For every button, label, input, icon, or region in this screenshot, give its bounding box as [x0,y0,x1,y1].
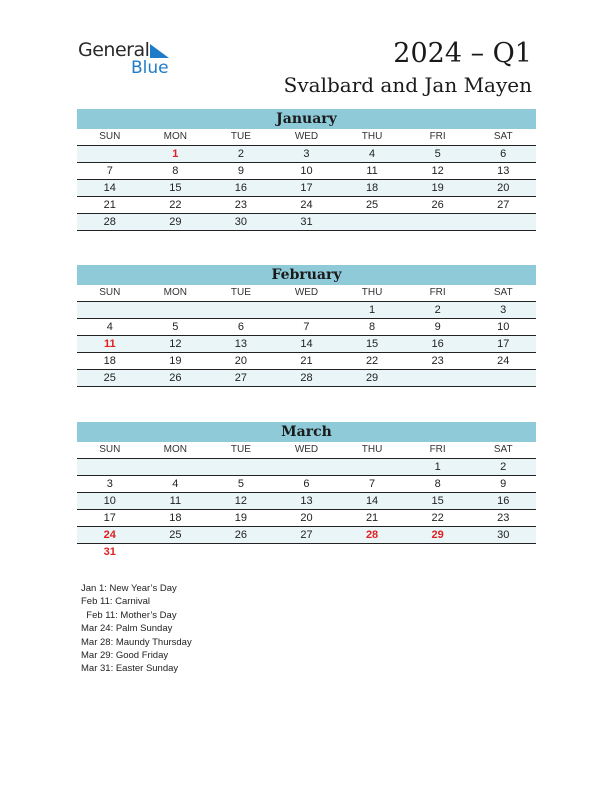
day-cell: 25 [339,197,405,214]
day-cell: 28 [339,527,405,544]
day-cell: 22 [143,197,209,214]
weekday-label: TUE [208,442,274,459]
empty-day-cell [77,459,143,476]
day-cell: 18 [77,353,143,370]
day-cell: 2 [470,459,536,476]
weekday-label: SAT [470,442,536,459]
day-cell: 24 [274,197,340,214]
day-cell: 22 [339,353,405,370]
page-title [284,38,532,98]
logo-text-blue: Blue [131,58,169,78]
day-cell: 1 [143,146,209,163]
month-header: January [77,109,536,129]
empty-day-cell [208,459,274,476]
day-cell: 4 [143,476,209,493]
day-cell: 17 [470,336,536,353]
day-cell: 6 [208,319,274,336]
day-cell: 31 [103,546,116,558]
holiday-item: Feb 11: Mother’s Day [81,609,177,621]
day-cell: 14 [274,336,340,353]
month-header: March [77,422,536,442]
day-cell: 24 [77,527,143,544]
day-cell: 28 [77,214,143,231]
day-cell: 20 [470,180,536,197]
day-cell: 5 [405,146,471,163]
holiday-list [81,582,192,676]
month-january [77,109,536,231]
empty-day-cell [208,544,274,560]
day-cell: 2 [405,302,471,319]
day-cell: 26 [405,197,471,214]
day-cell: 15 [405,493,471,510]
day-cell: 21 [77,197,143,214]
day-cell: 10 [274,163,340,180]
day-cell: 27 [208,370,274,387]
month-february [77,265,536,387]
weekday-label: TUE [208,285,274,302]
day-cell: 27 [274,527,340,544]
day-cell: 10 [77,493,143,510]
holiday-item: Jan 1: New Year’s Day [81,583,177,594]
day-cell: 22 [405,510,471,527]
weekday-label: THU [339,442,405,459]
day-cell: 2 [208,146,274,163]
day-cell: 23 [470,510,536,527]
day-cell: 25 [77,370,143,387]
holiday-item: Mar 31: Easter Sunday [81,663,179,675]
day-cell: 5 [143,319,209,336]
day-cell: 6 [274,476,340,493]
holiday-item: Mar 28: Maundy Thursday [81,636,192,648]
weekday-label: FRI [405,285,471,302]
day-cell: 24 [470,353,536,370]
day-cell: 18 [143,510,209,527]
day-cell: 11 [77,336,143,353]
day-cell: 16 [405,336,471,353]
day-cell: 14 [339,493,405,510]
weekday-label: SUN [77,442,143,459]
day-cell: 1 [405,459,471,476]
day-cell: 7 [339,476,405,493]
empty-day-cell [470,544,536,560]
day-cell: 13 [208,336,274,353]
weekday-label: SUN [77,129,143,146]
day-cell: 4 [339,146,405,163]
day-cell: 13 [470,163,536,180]
empty-day-cell [470,214,536,231]
day-cell: 15 [143,180,209,197]
day-cell: 8 [143,163,209,180]
empty-day-cell [77,302,143,319]
day-cell: 9 [208,163,274,180]
day-cell: 23 [405,353,471,370]
day-cell: 30 [470,527,536,544]
weekday-label: FRI [405,129,471,146]
day-cell: 21 [274,353,340,370]
day-cell: 5 [208,476,274,493]
day-cell: 16 [208,180,274,197]
day-cell: 8 [405,476,471,493]
day-cell: 9 [405,319,471,336]
month-march [77,422,536,560]
day-cell: 29 [339,370,405,387]
empty-day-cell [77,146,143,163]
day-cell: 29 [405,527,471,544]
day-cell: 14 [77,180,143,197]
day-cell: 1 [339,302,405,319]
day-cell: 16 [470,493,536,510]
day-cell: 21 [339,510,405,527]
day-cell: 29 [143,214,209,231]
day-cell: 7 [77,163,143,180]
empty-day-cell [339,459,405,476]
empty-day-cell [470,370,536,387]
day-cell: 10 [470,319,536,336]
day-cell: 12 [405,163,471,180]
day-cell: 8 [339,319,405,336]
weekday-label: TUE [208,129,274,146]
day-cell: 12 [208,493,274,510]
empty-day-cell [339,214,405,231]
weekday-label: FRI [405,442,471,459]
month-header: February [77,265,536,285]
day-cell: 25 [143,527,209,544]
day-cell: 3 [470,302,536,319]
weekday-label: THU [339,129,405,146]
day-cell: 30 [208,214,274,231]
empty-day-cell [339,544,405,560]
day-cell: 20 [274,510,340,527]
day-cell: 4 [77,319,143,336]
region-title: Svalbard and Jan Mayen [283,73,532,97]
empty-day-cell [274,302,340,319]
calendar-grid [77,129,536,231]
empty-day-cell [274,459,340,476]
empty-day-cell [405,544,471,560]
day-cell: 9 [470,476,536,493]
weekday-label: MON [143,129,209,146]
day-cell: 3 [274,146,340,163]
calendar-grid [77,442,536,560]
day-cell: 28 [274,370,340,387]
empty-day-cell [208,302,274,319]
holiday-item: Mar 29: Good Friday [81,650,169,662]
day-cell: 18 [339,180,405,197]
weekday-label: WED [274,285,340,302]
empty-day-cell [143,459,209,476]
day-cell: 23 [208,197,274,214]
day-cell: 6 [470,146,536,163]
day-cell: 11 [143,493,209,510]
day-cell: 19 [143,353,209,370]
day-cell: 13 [274,493,340,510]
holiday-item: Feb 11: Carnival [81,596,150,608]
empty-day-cell [143,544,209,560]
empty-day-cell [405,370,471,387]
weekday-label: SUN [77,285,143,302]
weekday-label: WED [274,442,340,459]
day-cell: 31 [274,214,340,231]
day-cell: 19 [208,510,274,527]
empty-day-cell [274,544,340,560]
day-cell: 26 [208,527,274,544]
day-cell: 26 [143,370,209,387]
day-cell: 17 [274,180,340,197]
logo-text-general: General [78,39,150,61]
weekday-label: SAT [470,285,536,302]
weekday-label: THU [339,285,405,302]
day-cell: 17 [77,510,143,527]
day-cell: 11 [339,163,405,180]
calendar-grid [77,285,536,387]
day-cell: 7 [274,319,340,336]
day-cell: 27 [470,197,536,214]
day-cell: 20 [208,353,274,370]
weekday-label: MON [143,285,209,302]
period-title: 2024 – Q1 [393,38,532,69]
weekday-label: MON [143,442,209,459]
day-cell: 3 [77,476,143,493]
logo [78,39,169,78]
weekday-label: SAT [470,129,536,146]
holiday-item: Mar 24: Palm Sunday [81,623,173,635]
day-cell: 12 [143,336,209,353]
day-cell: 15 [339,336,405,353]
empty-day-cell [405,214,471,231]
weekday-label: WED [274,129,340,146]
empty-day-cell [143,302,209,319]
logo-triangle-icon [148,43,170,59]
day-cell: 19 [405,180,471,197]
